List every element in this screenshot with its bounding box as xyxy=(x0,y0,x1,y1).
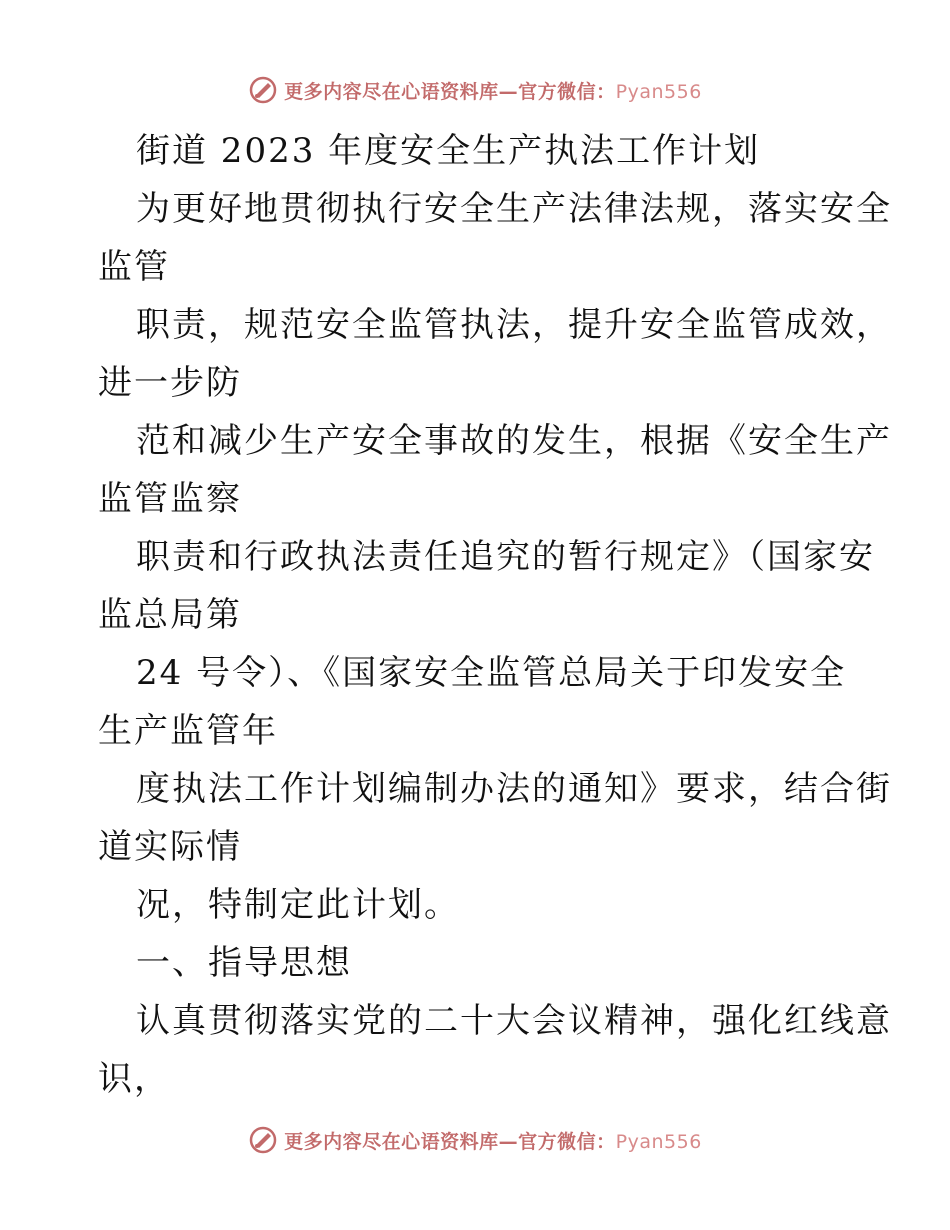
document-line: 街道 2023 年度安全生产执法工作计划 xyxy=(136,131,761,171)
document-line: 监管监察 xyxy=(98,479,242,519)
document-line: 认真贯彻落实党的二十大会议精神，强化红线意 xyxy=(136,1001,892,1041)
document-line: 度执法工作计划编制办法的通知》要求，结合街 xyxy=(136,769,892,809)
document-line: 一、指导思想 xyxy=(136,943,352,983)
document-line: 监总局第 xyxy=(98,595,242,635)
document-line: 为更好地贯彻执行安全生产法律法规，落实安全 xyxy=(136,189,892,229)
document-line: 监管 xyxy=(98,247,170,287)
document-line: 道实际情 xyxy=(98,827,242,867)
document-line: 范和减少生产安全事故的发生，根据《安全生产 xyxy=(136,421,892,461)
document-line: 职责，规范安全监管执法，提升安全监管成效， xyxy=(136,305,892,345)
document-line: 进一步防 xyxy=(98,363,242,403)
document-body xyxy=(98,122,892,1108)
logo-icon xyxy=(248,1125,278,1155)
watermark-id: Pyan556 xyxy=(615,1130,702,1153)
document-line: 生产监管年 xyxy=(98,711,278,751)
logo-icon xyxy=(248,75,278,105)
document-line: 识， xyxy=(98,1059,170,1099)
watermark-text: 更多内容尽在心语资料库—官方微信：Pyan556 xyxy=(284,1130,702,1153)
document-line: 况，特制定此计划。 xyxy=(136,885,460,925)
watermark-text: 更多内容尽在心语资料库—官方微信：Pyan556 xyxy=(284,80,702,103)
watermark-id: Pyan556 xyxy=(615,80,702,103)
document-line: 24 号令）、《国家安全监管总局关于印发安全 xyxy=(136,653,847,693)
footer-watermark xyxy=(0,1120,950,1160)
header-watermark xyxy=(0,70,950,110)
document-line: 职责和行政执法责任追究的暂行规定》（国家安 xyxy=(136,537,875,577)
